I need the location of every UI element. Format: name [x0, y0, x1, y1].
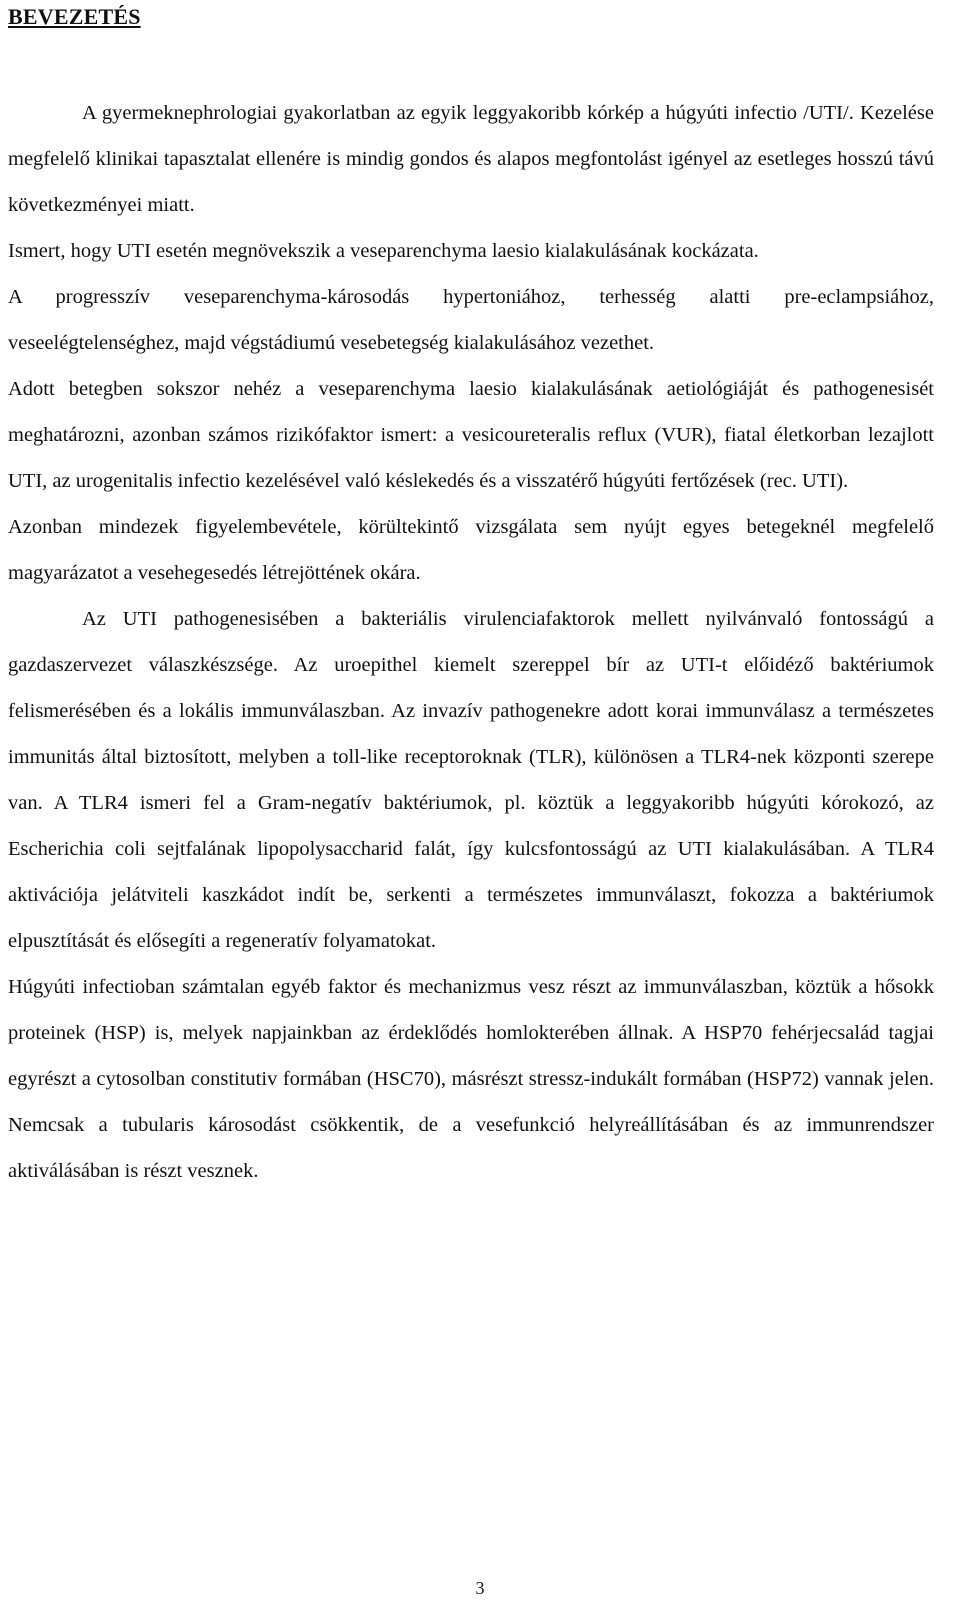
body-text	[8, 90, 934, 1194]
paragraph-risk: Ismert, hogy UTI esetén megnövekszik a veseparenchyma laesio kialakulásának kockázata.	[8, 240, 759, 262]
paragraph-pathogenesis: Az UTI pathogenesisében a bakteriális virulenciafaktorok mellett nyilvánvaló fontosságú a gazdaszervezet válaszkészsége. Az uroepithel kiemelt szereppel bír az UTI-t előidéző baktériumok felismerésében és a lokális immunválaszban. Az invazív pathogenekre adott korai immunválasz a természetes immunitás által biztosított, melyben a toll-like receptoroknak (TLR), különösen a TLR4-nek központi szerepe van. A TLR4 ismeri fel a Gram-negatív baktériumok, pl. köztük a leggyakoribb húgyúti kórokozó, az Escherichia coli sejtfalának lipopolysaccharid falát, így kulcsfontosságú az UTI kialakulásában. A TLR4 aktivációja jelátviteli kaszkádot indít be, serkenti a természetes immunválaszt, fokozza a baktériumok elpusztítását és elősegíti a regeneratív folyamatokat.	[8, 608, 934, 952]
paragraph-risk-factors: Adott betegben sokszor nehéz a veseparenchyma laesio kialakulásának aetiológiáját és pathogenesisét meghatározni, azonban számos rizikófaktor ismert: a vesicoureteralis reflux (VUR), fiatal életkorban lezajlott UTI, az urogenitalis infectio kezelésével való késlekedés és a visszatérő húgyúti fertőzések (rec. UTI).	[8, 378, 934, 492]
paragraph-explanation: Azonban mindezek figyelembevétele, körültekintő vizsgálata sem nyújt egyes betegeknél megfelelő magyarázatot a vesehegesedés létrejöttének okára.	[8, 516, 934, 584]
paragraph-progression: A progresszív veseparenchyma-károsodás hypertoniához, terhesség alatti pre-eclampsiához, veseelégtelenséghez, majd végstádiumú vesebetegség kialakulásához vezethet.	[8, 286, 934, 354]
section-heading: BEVEZETÉS	[8, 4, 141, 29]
paragraph-intro: A gyermeknephrologiai gyakorlatban az egyik leggyakoribb kórkép a húgyúti infectio /UTI/. Kezelése megfelelő klinikai tapasztalat ellenére is mindig gondos és alapos megfontolást igényel az esetleges hosszú távú következményei miatt.	[8, 102, 934, 216]
paragraph-hsp: Húgyúti infectioban számtalan egyéb faktor és mechanizmus vesz részt az immunválaszban, köztük a hősokk proteinek (HSP) is, melyek napjainkban az érdeklődés homlokterében állnak. A HSP70 fehérjecsalád tagjai egyrészt a cytosolban constitutiv formában (HSC70), másrészt stressz-indukált formában (HSP72) vannak jelen. Nemcsak a tubularis károsodást csökkentik, de a vesefunkció helyreállításában és az immunrendszer aktiválásában is részt vesznek.	[8, 976, 934, 1182]
page-number: 3	[475, 1578, 485, 1598]
